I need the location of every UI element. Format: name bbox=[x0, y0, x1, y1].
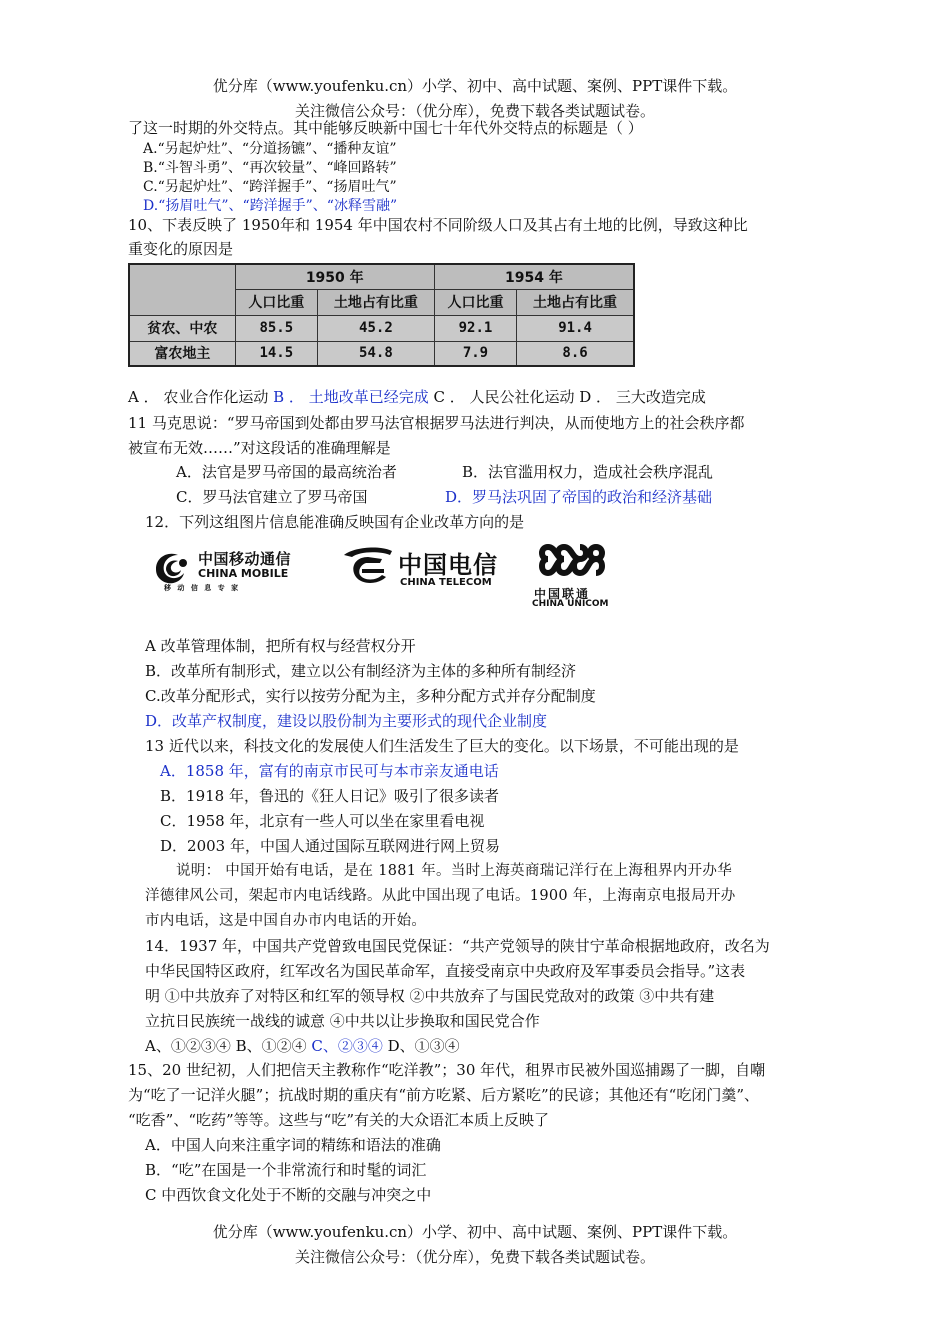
table-col-land-1954: 土地占有比重 bbox=[517, 289, 634, 315]
q12-option-d: D．改革产权制度，建设以股份制为主要形式的现代企业制度 bbox=[145, 712, 548, 730]
q13-note-line-1: 说明： 中国开始有电话，是在 1881 年。当时上海英商瑞记洋行在上海租界内开办华 bbox=[176, 863, 733, 879]
china-unicom-cn: 中国联通 bbox=[534, 587, 591, 601]
china-telecom-cn: 中国电信 bbox=[398, 551, 498, 579]
table-col-pop-1954: 人口比重 bbox=[434, 289, 516, 315]
china-mobile-logo bbox=[150, 545, 320, 595]
china-telecom-e-icon bbox=[340, 543, 396, 591]
q13-note-line-3: 市内电话，这是中国自办市内电话的开始。 bbox=[145, 913, 427, 929]
q14-options bbox=[145, 1034, 460, 1058]
q15-stem-line-3: “吃香”、“吃药”等等。这些与“吃”有关的大众语汇本质上反映了 bbox=[128, 1111, 550, 1129]
header-line-1: 优分库（www.youfenku.cn）小学、初中、高中试题、案例、PPT课件下载。 bbox=[212, 77, 738, 95]
q13-note-line-2: 洋德律风公司，架起市内电话线路。从此中国出现了电话。1900 年，上海南京电报局开办 bbox=[145, 888, 736, 904]
table-row bbox=[129, 341, 634, 366]
table-cell: 85.5 bbox=[235, 315, 317, 341]
china-unicom-knot-icon bbox=[536, 535, 614, 585]
q12-option-c: C.改革分配形式，实行以按劳分配为主，多种分配方式并存分配制度 bbox=[145, 687, 596, 705]
q11-option-c: C．罗马法官建立了罗马帝国 bbox=[176, 488, 368, 506]
table-row-label: 富农地主 bbox=[129, 341, 235, 366]
table-col-land-1950: 土地占有比重 bbox=[317, 289, 434, 315]
china-telecom-logo bbox=[340, 539, 510, 597]
q9-stem-continuation: 了这一时期的外交特点。其中能够反映新中国七十年代外交特点的标题是（ ） bbox=[128, 119, 643, 137]
q12-stem: 12．下列这组图片信息能准确反映国有企业改革方向的是 bbox=[145, 513, 525, 531]
q15-stem-line-1: 15、20 世纪初，人们把信天主教称作“吃洋教”；30 年代，租界市民被外国巡捕踢了一脚，自嘲 bbox=[128, 1061, 766, 1079]
china-mobile-cn: 中国移动通信 bbox=[198, 550, 292, 568]
q15-stem-line-2: 为“吃了一记洋火腿”；抗战时期的重庆有“前方吃紧、后方紧吃”的民谚；其他还有“吃闭门羹”、 bbox=[128, 1086, 760, 1104]
q13-stem: 13 近代以来，科技文化的发展使人们生活发生了巨大的变化。以下场景，不可能出现的是 bbox=[145, 737, 739, 755]
q11-option-b: B．法官滥用权力，造成社会秩序混乱 bbox=[462, 463, 714, 481]
q11-stem-line-2: 被宣布无效……”对这段话的准确理解是 bbox=[128, 439, 391, 457]
china-unicom-en: CHINA UNICOM bbox=[532, 599, 609, 609]
q9-option-c: C.“另起炉灶”、“跨洋握手”、“扬眉吐气” bbox=[143, 179, 397, 195]
q10-stem-line-2: 重变化的原因是 bbox=[128, 240, 234, 258]
q9-option-b: B.“斗智斗勇”、“再次较量”、“峰回路转” bbox=[143, 160, 397, 176]
q13-option-b: B．1918 年，鲁迅的《狂人日记》吸引了很多读者 bbox=[160, 787, 499, 805]
table-cell: 92.1 bbox=[434, 315, 516, 341]
q15-option-b: B．“吃”在国是一个非常流行和时髦的词汇 bbox=[145, 1161, 427, 1179]
q10-option-b: B ． 土地改革已经完成 bbox=[273, 388, 429, 406]
china-mobile-slogan: 移 动 信 息 专 家 bbox=[164, 584, 241, 592]
table-year-1950: 1950 年 bbox=[235, 264, 434, 289]
q14-option-ab: A、①②③④ B、①②④ bbox=[145, 1037, 312, 1055]
q13-option-d: D．2003 年，中国人通过国际互联网进行网上贸易 bbox=[160, 837, 500, 855]
table-cell: 8.6 bbox=[517, 341, 634, 366]
table-cell: 14.5 bbox=[235, 341, 317, 366]
q9-option-d: D.“扬眉吐气”、“跨洋握手”、“冰释雪融” bbox=[143, 198, 398, 214]
table-cell: 7.9 bbox=[434, 341, 516, 366]
table-corner-cell bbox=[129, 264, 235, 315]
table-cell: 54.8 bbox=[317, 341, 434, 366]
table-cell: 45.2 bbox=[317, 315, 434, 341]
china-unicom-logo bbox=[528, 535, 638, 613]
china-mobile-en: CHINA MOBILE bbox=[198, 567, 289, 580]
q11-stem-line-1: 11 马克思说：“罗马帝国到处都由罗马法官根据罗马法进行判决，从而使地方上的社会秩序都 bbox=[128, 414, 745, 432]
q10-option-a: A ． 农业合作化运动 bbox=[128, 388, 274, 406]
table-cell: 91.4 bbox=[517, 315, 634, 341]
q10-stem-line-1: 10、下表反映了 1950年和 1954 年中国农村不同阶级人口及其占有土地的比例，导致这种比 bbox=[128, 216, 748, 234]
q10-options bbox=[128, 385, 706, 409]
q12-option-b: B．改革所有制形式，建立以公有制经济为主体的多种所有制经济 bbox=[145, 662, 577, 680]
table-col-pop-1950: 人口比重 bbox=[235, 289, 317, 315]
q13-option-a: A．1858 年，富有的南京市民可与本市亲友通电话 bbox=[160, 762, 499, 780]
telecom-logos bbox=[140, 535, 660, 615]
table-row bbox=[129, 315, 634, 341]
q14-stem-line-4: 立抗日民族统一战线的诚意 ④中共以让步换取和国民党合作 bbox=[145, 1012, 540, 1030]
footer-line-2: 关注微信公众号：（优分库），免费下载各类试题试卷。 bbox=[294, 1248, 655, 1266]
header-line-2: 关注微信公众号：（优分库），免费下载各类试题试卷。 bbox=[294, 102, 655, 120]
q13-option-c: C．1958 年，北京有一些人可以坐在家里看电视 bbox=[160, 812, 485, 830]
q11-option-a: A．法官是罗马帝国的最高统治者 bbox=[176, 463, 397, 481]
q14-option-d: D、①③④ bbox=[382, 1037, 460, 1055]
q15-option-c: C 中西饮食文化处于不断的交融与冲突之中 bbox=[145, 1186, 432, 1204]
q11-option-d: D．罗马法巩固了帝国的政治和经济基础 bbox=[445, 488, 713, 506]
q14-stem-line-1: 14．1937 年，中国共产党曾致电国民党保证：“共产党领导的陕甘宁革命根据地政府，改名为 bbox=[145, 937, 770, 955]
q12-option-a: A 改革管理体制，把所有权与经营权分开 bbox=[145, 637, 416, 655]
q14-stem-line-3: 明 ①中共放弃了对特区和红军的领导权 ②中共放弃了与国民党敌对的政策 ③中共有建 bbox=[145, 987, 715, 1005]
q10-option-cd: C ． 人民公社化运动 D ． 三大改造完成 bbox=[428, 388, 706, 406]
footer-line-1: 优分库（www.youfenku.cn）小学、初中、高中试题、案例、PPT课件下载。 bbox=[212, 1223, 738, 1241]
q9-option-a: A.“另起炉灶”、“分道扬镳”、“播种友谊” bbox=[143, 141, 397, 157]
table-row-label: 贫农、中农 bbox=[129, 315, 235, 341]
q14-stem-line-2: 中华民国特区政府，红军改名为国民革命军，直接受南京中央政府及军事委员会指导。”这表 bbox=[145, 962, 746, 980]
q15-option-a: A．中国人向来注重字词的精练和语法的准确 bbox=[145, 1136, 441, 1154]
table-year-1954: 1954 年 bbox=[434, 264, 634, 289]
q14-option-c: C、②③④ bbox=[311, 1037, 383, 1055]
land-ratio-table bbox=[128, 263, 635, 367]
china-telecom-en: CHINA TELECOM bbox=[400, 577, 492, 588]
